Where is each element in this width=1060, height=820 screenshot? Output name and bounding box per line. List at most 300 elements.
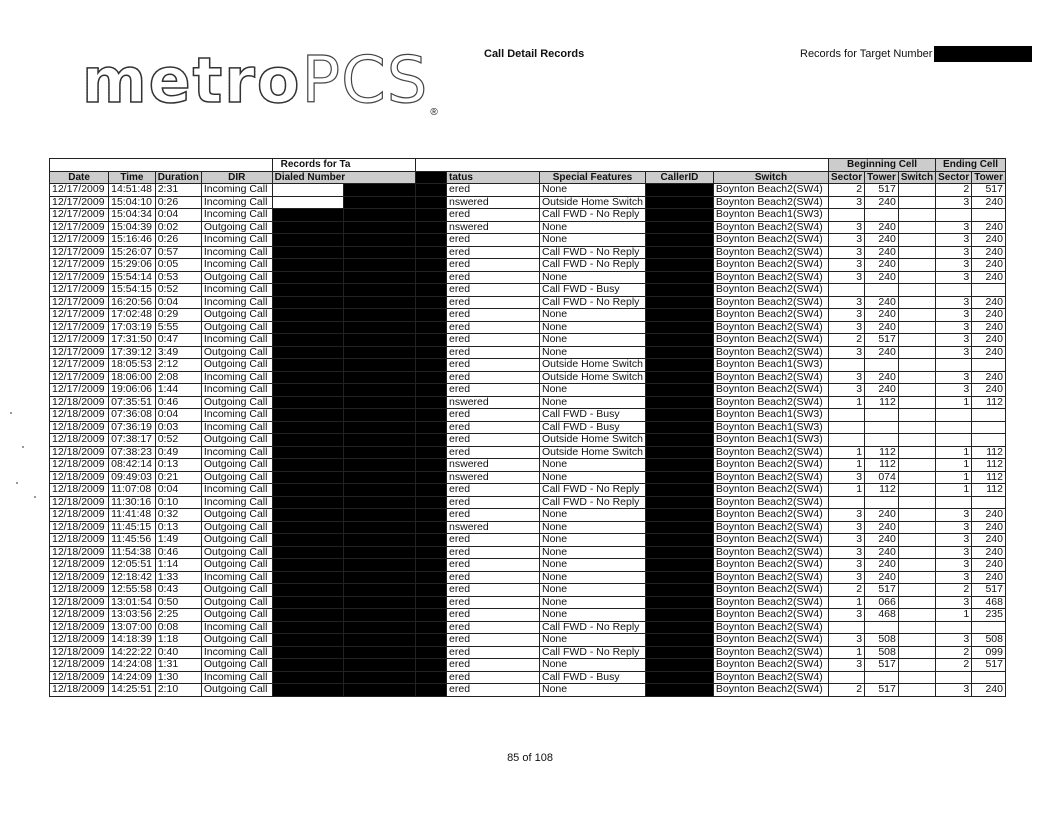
cell-dialed-number: [272, 621, 344, 634]
cell-dir: Outgoing Call: [201, 546, 272, 559]
cell-duration: 0:13: [155, 521, 201, 534]
cell-time: 14:18:39: [109, 634, 156, 647]
cell-end-tower: 240: [972, 271, 1006, 284]
cell-dialed-number: [272, 671, 344, 684]
cell-begin-sector: [829, 671, 865, 684]
cell-special-features: Call FWD - No Reply: [540, 484, 646, 497]
cell-end-sector: [936, 671, 972, 684]
redacted: [415, 421, 446, 434]
cell-callerid: [645, 559, 713, 572]
cell-special-features: Outside Home Switch: [540, 434, 646, 447]
redacted: [415, 409, 446, 422]
cell-date: 12/18/2009: [50, 496, 109, 509]
redacted: [344, 684, 416, 697]
cell-end-switch: [898, 271, 935, 284]
cell-end-tower: [972, 621, 1006, 634]
table-row: [50, 384, 1006, 397]
cell-begin-switch: Boynton Beach2(SW4): [713, 471, 828, 484]
cell-callerid: [645, 684, 713, 697]
cell-dialed-number: [272, 359, 344, 372]
cell-duration: 0:05: [155, 259, 201, 272]
cell-status: ered: [447, 634, 540, 647]
cell-dir: Outgoing Call: [201, 359, 272, 372]
redacted: [344, 509, 416, 522]
cell-begin-switch: Boynton Beach2(SW4): [713, 196, 828, 209]
cell-date: 12/17/2009: [50, 259, 109, 272]
cell-end-tower: 112: [972, 459, 1006, 472]
table-row: [50, 571, 1006, 584]
cell-end-tower: 240: [972, 384, 1006, 397]
cell-dir: Outgoing Call: [201, 309, 272, 322]
cell-time: 13:03:56: [109, 609, 156, 622]
cell-begin-tower: 240: [865, 234, 899, 247]
cell-date: 12/17/2009: [50, 284, 109, 297]
cell-dialed-number: [272, 471, 344, 484]
cell-begin-tower: [865, 671, 899, 684]
cell-time: 15:16:46: [109, 234, 156, 247]
metropcs-logo: [82, 44, 438, 118]
cell-dir: Incoming Call: [201, 484, 272, 497]
cell-end-switch: [898, 634, 935, 647]
redacted: [344, 471, 416, 484]
cell-callerid: [645, 571, 713, 584]
redacted: [344, 496, 416, 509]
page-number: 85 of 108: [507, 752, 553, 764]
cell-date: 12/18/2009: [50, 671, 109, 684]
cell-callerid: [645, 534, 713, 547]
cell-end-switch: [898, 246, 935, 259]
redacted: [344, 196, 416, 209]
cell-callerid: [645, 621, 713, 634]
redacted: [344, 634, 416, 647]
cell-callerid: [645, 484, 713, 497]
cell-end-sector: 2: [936, 184, 972, 197]
cell-begin-tower: [865, 621, 899, 634]
cell-end-sector: 1: [936, 396, 972, 409]
cell-time: 11:54:38: [109, 546, 156, 559]
cell-callerid: [645, 384, 713, 397]
cell-dialed-number: [272, 484, 344, 497]
redacted: [344, 396, 416, 409]
cell-date: 12/17/2009: [50, 271, 109, 284]
cell-time: 12:18:42: [109, 571, 156, 584]
cell-end-sector: 3: [936, 296, 972, 309]
cell-callerid: [645, 284, 713, 297]
cell-dialed-number: [272, 496, 344, 509]
cell-dialed-number: [272, 196, 344, 209]
cell-duration: 2:25: [155, 609, 201, 622]
cell-special-features: None: [540, 271, 646, 284]
cell-dialed-number: [272, 396, 344, 409]
cell-end-sector: 3: [936, 634, 972, 647]
cell-end-switch: [898, 521, 935, 534]
cell-callerid: [645, 459, 713, 472]
cell-special-features: None: [540, 684, 646, 697]
redacted: [344, 434, 416, 447]
cell-special-features: None: [540, 321, 646, 334]
cell-begin-switch: Boynton Beach2(SW4): [713, 659, 828, 672]
redacted: [344, 209, 416, 222]
cell-status: ered: [447, 659, 540, 672]
cell-dir: Incoming Call: [201, 446, 272, 459]
scan-speck: [22, 446, 24, 448]
cell-end-tower: 240: [972, 684, 1006, 697]
cell-end-sector: 3: [936, 684, 972, 697]
cell-end-tower: 240: [972, 196, 1006, 209]
redacted: [344, 659, 416, 672]
cell-end-sector: [936, 284, 972, 297]
table-row: [50, 271, 1006, 284]
cell-dialed-number: [272, 659, 344, 672]
cell-special-features: Outside Home Switch: [540, 446, 646, 459]
cell-status: ered: [447, 296, 540, 309]
cell-end-sector: 2: [936, 659, 972, 672]
cell-begin-switch: Boynton Beach2(SW4): [713, 221, 828, 234]
table-row: [50, 446, 1006, 459]
cell-dir: Outgoing Call: [201, 609, 272, 622]
cell-dialed-number: [272, 634, 344, 647]
cell-special-features: Call FWD - No Reply: [540, 496, 646, 509]
cell-status: nswered: [447, 396, 540, 409]
cell-begin-tower: [865, 434, 899, 447]
cell-begin-switch: Boynton Beach2(SW4): [713, 309, 828, 322]
cell-special-features: None: [540, 659, 646, 672]
cell-callerid: [645, 646, 713, 659]
cell-dialed-number: [272, 446, 344, 459]
cell-begin-sector: 2: [829, 184, 865, 197]
cell-status: ered: [447, 621, 540, 634]
cell-begin-switch: Boynton Beach2(SW4): [713, 634, 828, 647]
cell-end-switch: [898, 396, 935, 409]
cell-end-switch: [898, 534, 935, 547]
cell-end-sector: 3: [936, 221, 972, 234]
cell-end-tower: 240: [972, 309, 1006, 322]
cell-begin-tower: 066: [865, 596, 899, 609]
cell-begin-tower: 112: [865, 459, 899, 472]
cell-begin-sector: 3: [829, 546, 865, 559]
table-top-row: [50, 159, 1006, 172]
cell-begin-switch: Boynton Beach2(SW4): [713, 509, 828, 522]
cell-status: ered: [447, 571, 540, 584]
table-row: [50, 684, 1006, 697]
cell-date: 12/18/2009: [50, 484, 109, 497]
cell-duration: 0:47: [155, 334, 201, 347]
cell-callerid: [645, 609, 713, 622]
col-end-sector: Sector: [936, 171, 972, 184]
cell-date: 12/18/2009: [50, 396, 109, 409]
table-row: [50, 671, 1006, 684]
cell-duration: 0:10: [155, 496, 201, 509]
cell-dir: Outgoing Call: [201, 634, 272, 647]
table-row: [50, 496, 1006, 509]
cell-end-switch: [898, 184, 935, 197]
cell-begin-sector: [829, 359, 865, 372]
cell-end-sector: 3: [936, 234, 972, 247]
cell-begin-sector: 3: [829, 471, 865, 484]
redacted: [344, 234, 416, 247]
redacted: [415, 234, 446, 247]
cell-dir: Incoming Call: [201, 246, 272, 259]
redacted: [415, 671, 446, 684]
cell-begin-sector: 3: [829, 321, 865, 334]
cell-duration: 0:04: [155, 296, 201, 309]
cell-begin-sector: 3: [829, 659, 865, 672]
cell-status: ered: [447, 359, 540, 372]
cell-special-features: None: [540, 471, 646, 484]
cell-time: 13:01:54: [109, 596, 156, 609]
cell-duration: 1:49: [155, 534, 201, 547]
cell-dialed-number: [272, 246, 344, 259]
cell-duration: 0:52: [155, 434, 201, 447]
cell-begin-switch: Boynton Beach1(SW3): [713, 359, 828, 372]
cell-begin-tower: 240: [865, 521, 899, 534]
col-begin-switch: Switch: [713, 171, 828, 184]
cell-callerid: [645, 596, 713, 609]
cell-callerid: [645, 396, 713, 409]
cell-duration: 0:49: [155, 446, 201, 459]
cell-date: 12/18/2009: [50, 546, 109, 559]
cell-status: ered: [447, 409, 540, 422]
cell-callerid: [645, 371, 713, 384]
table-row: [50, 221, 1006, 234]
cell-begin-switch: Boynton Beach2(SW4): [713, 259, 828, 272]
cell-date: 12/18/2009: [50, 421, 109, 434]
cell-status: ered: [447, 671, 540, 684]
cell-end-switch: [898, 484, 935, 497]
cell-end-sector: 3: [936, 321, 972, 334]
table-row: [50, 634, 1006, 647]
cell-end-switch: [898, 646, 935, 659]
cell-end-sector: 3: [936, 521, 972, 534]
cell-dialed-number: [272, 234, 344, 247]
cell-dir: Incoming Call: [201, 209, 272, 222]
cell-status: nswered: [447, 521, 540, 534]
cell-begin-sector: [829, 496, 865, 509]
cell-duration: 0:02: [155, 221, 201, 234]
cell-begin-tower: 112: [865, 446, 899, 459]
cell-date: 12/17/2009: [50, 359, 109, 372]
cell-end-switch: [898, 584, 935, 597]
redacted: [415, 434, 446, 447]
cell-dir: Incoming Call: [201, 571, 272, 584]
table-row: [50, 609, 1006, 622]
cell-status: ered: [447, 509, 540, 522]
cell-end-switch: [898, 196, 935, 209]
cell-duration: 0:52: [155, 284, 201, 297]
cell-dialed-number: [272, 584, 344, 597]
cell-begin-tower: 240: [865, 534, 899, 547]
table-row: [50, 471, 1006, 484]
redacted: [415, 534, 446, 547]
cell-status: ered: [447, 534, 540, 547]
cell-begin-tower: 517: [865, 184, 899, 197]
cell-begin-switch: Boynton Beach2(SW4): [713, 284, 828, 297]
cell-begin-sector: 1: [829, 459, 865, 472]
cell-begin-tower: 240: [865, 296, 899, 309]
cell-date: 12/18/2009: [50, 596, 109, 609]
cell-begin-tower: 240: [865, 259, 899, 272]
cell-callerid: [645, 234, 713, 247]
cell-callerid: [645, 209, 713, 222]
cell-begin-switch: Boynton Beach2(SW4): [713, 234, 828, 247]
cell-callerid: [645, 521, 713, 534]
cell-begin-switch: Boynton Beach2(SW4): [713, 609, 828, 622]
table-row: [50, 346, 1006, 359]
redacted: [344, 309, 416, 322]
cell-begin-switch: Boynton Beach1(SW3): [713, 421, 828, 434]
cell-begin-switch: Boynton Beach2(SW4): [713, 446, 828, 459]
cell-callerid: [645, 321, 713, 334]
cell-begin-sector: 3: [829, 296, 865, 309]
cell-dialed-number: [272, 209, 344, 222]
cell-special-features: None: [540, 334, 646, 347]
cell-end-switch: [898, 434, 935, 447]
cell-time: 11:41:48: [109, 509, 156, 522]
cell-dir: Outgoing Call: [201, 346, 272, 359]
cell-special-features: Outside Home Switch: [540, 196, 646, 209]
cell-time: 15:04:34: [109, 209, 156, 222]
cell-dialed-number: [272, 434, 344, 447]
cell-duration: 0:32: [155, 509, 201, 522]
cell-end-sector: 1: [936, 471, 972, 484]
cell-callerid: [645, 634, 713, 647]
cell-begin-tower: 074: [865, 471, 899, 484]
cell-begin-sector: 1: [829, 596, 865, 609]
cell-date: 12/18/2009: [50, 584, 109, 597]
cell-dir: Incoming Call: [201, 409, 272, 422]
cell-dialed-number: [272, 271, 344, 284]
table-row: [50, 321, 1006, 334]
cell-begin-sector: 3: [829, 246, 865, 259]
cell-begin-switch: Boynton Beach2(SW4): [713, 184, 828, 197]
cell-special-features: Outside Home Switch: [540, 371, 646, 384]
cell-callerid: [645, 296, 713, 309]
redacted: [344, 409, 416, 422]
cell-begin-switch: Boynton Beach1(SW3): [713, 409, 828, 422]
redacted: [415, 321, 446, 334]
cell-dir: Incoming Call: [201, 234, 272, 247]
cell-end-switch: [898, 496, 935, 509]
cell-special-features: Outside Home Switch: [540, 359, 646, 372]
col-callerid: CallerID: [645, 171, 713, 184]
cell-status: ered: [447, 309, 540, 322]
cell-begin-switch: Boynton Beach1(SW3): [713, 434, 828, 447]
redacted: [415, 584, 446, 597]
cell-status: ered: [447, 596, 540, 609]
cell-status: nswered: [447, 471, 540, 484]
table-row: [50, 296, 1006, 309]
cell-callerid: [645, 671, 713, 684]
cell-end-sector: 3: [936, 246, 972, 259]
cell-end-sector: 3: [936, 196, 972, 209]
cell-begin-tower: 112: [865, 396, 899, 409]
col-begin-tower: Tower: [865, 171, 899, 184]
cell-begin-sector: 3: [829, 309, 865, 322]
table-row: [50, 621, 1006, 634]
redacted: [415, 446, 446, 459]
redacted: [415, 296, 446, 309]
cell-duration: 2:08: [155, 371, 201, 384]
redacted: [415, 346, 446, 359]
cell-begin-sector: 2: [829, 334, 865, 347]
cell-end-tower: 240: [972, 296, 1006, 309]
redacted: [415, 246, 446, 259]
table-row: [50, 459, 1006, 472]
logo-pcs: PCS: [301, 44, 429, 118]
cell-begin-sector: 3: [829, 346, 865, 359]
cell-end-sector: [936, 209, 972, 222]
cell-dialed-number: [272, 184, 344, 197]
cell-end-sector: 3: [936, 371, 972, 384]
cell-time: 15:54:15: [109, 284, 156, 297]
table-row: [50, 409, 1006, 422]
table-row: [50, 334, 1006, 347]
cell-end-tower: 099: [972, 646, 1006, 659]
cell-time: 15:54:14: [109, 271, 156, 284]
cell-callerid: [645, 346, 713, 359]
redacted: [344, 446, 416, 459]
cell-end-tower: [972, 359, 1006, 372]
cell-status: ered: [447, 496, 540, 509]
cell-begin-tower: [865, 421, 899, 434]
table-row: [50, 596, 1006, 609]
redacted: [415, 496, 446, 509]
cell-dialed-number: [272, 546, 344, 559]
cell-begin-sector: [829, 284, 865, 297]
cell-dialed-number: [272, 221, 344, 234]
cell-callerid: [645, 659, 713, 672]
cell-time: 16:20:56: [109, 296, 156, 309]
cell-end-tower: 240: [972, 509, 1006, 522]
cell-dir: Outgoing Call: [201, 559, 272, 572]
cell-begin-sector: 3: [829, 571, 865, 584]
cell-dialed-number: [272, 296, 344, 309]
cell-dialed-number: [272, 309, 344, 322]
beginning-cell-header: Beginning Cell: [829, 159, 936, 172]
cell-begin-tower: 240: [865, 221, 899, 234]
cell-callerid: [645, 309, 713, 322]
cell-duration: 0:29: [155, 309, 201, 322]
cell-end-sector: 1: [936, 459, 972, 472]
cell-begin-switch: Boynton Beach2(SW4): [713, 646, 828, 659]
cell-status: ered: [447, 334, 540, 347]
cell-callerid: [645, 509, 713, 522]
cell-status: ered: [447, 446, 540, 459]
cell-end-sector: [936, 421, 972, 434]
cell-date: 12/18/2009: [50, 646, 109, 659]
cell-begin-switch: Boynton Beach2(SW4): [713, 684, 828, 697]
cell-callerid: [645, 471, 713, 484]
redacted: [415, 609, 446, 622]
redacted: [415, 471, 446, 484]
cell-end-tower: 235: [972, 609, 1006, 622]
cell-date: 12/17/2009: [50, 246, 109, 259]
cell-begin-tower: 240: [865, 321, 899, 334]
cell-time: 07:36:19: [109, 421, 156, 434]
cell-end-tower: 240: [972, 246, 1006, 259]
cell-callerid: [645, 259, 713, 272]
logo-metro: metro: [82, 44, 302, 117]
redacted: [344, 359, 416, 372]
cell-begin-switch: Boynton Beach2(SW4): [713, 484, 828, 497]
cell-duration: 5:55: [155, 321, 201, 334]
logo-registered: ®: [430, 107, 438, 118]
cell-begin-sector: 1: [829, 646, 865, 659]
cell-begin-tower: 468: [865, 609, 899, 622]
cell-callerid: [645, 359, 713, 372]
cell-begin-sector: 3: [829, 234, 865, 247]
cell-end-switch: [898, 609, 935, 622]
